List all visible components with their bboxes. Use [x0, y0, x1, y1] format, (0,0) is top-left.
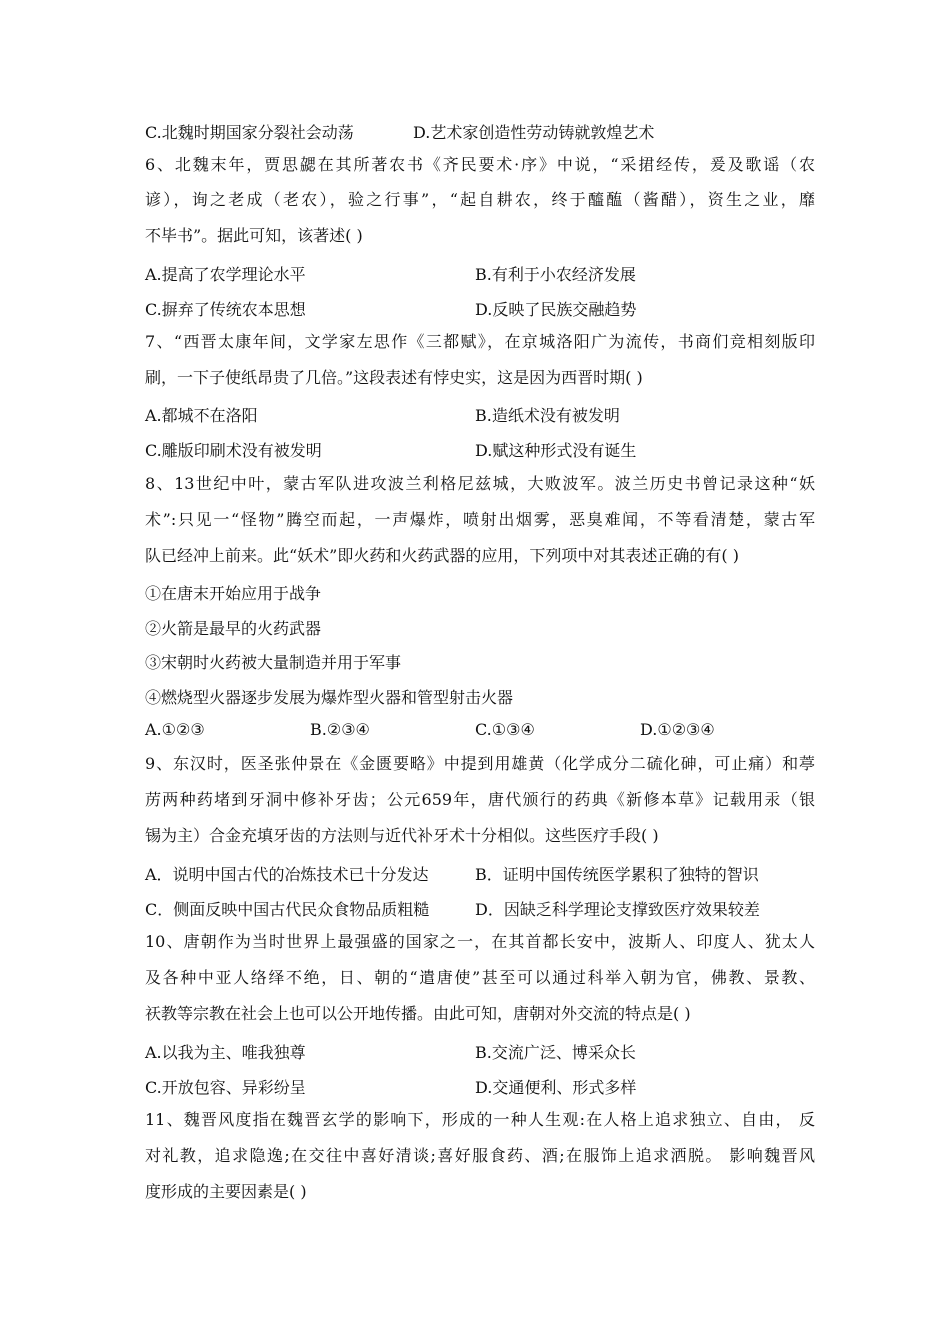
q8-option-a: A.①②③ — [145, 720, 205, 739]
q8-statement-2: ②火箭是最早的火药武器 — [145, 619, 322, 638]
q8-option-c: C.①③④ — [475, 720, 535, 739]
q11-stem-line-3: 度形成的主要因素是( ) — [145, 1182, 307, 1201]
q10-option-b: B.交流广泛、博采众长 — [475, 1043, 636, 1062]
q8-stem-line-1: 8、13世纪中叶，蒙古军队进攻波兰利格尼兹城，大败波军。波兰历史书曾记录这种“妖 — [145, 474, 815, 493]
q7-option-d: D.赋这种形式没有诞生 — [475, 441, 637, 460]
q10-stem-line-3: 祆教等宗教在社会上也可以公开地传播。由此可知，唐朝对外交流的特点是( ) — [145, 1004, 691, 1023]
q9-option-a: A．说明中国古代的冶炼技术已十分发达 — [145, 865, 429, 884]
q11-stem-line-2: 对礼教，追求隐逸;在交往中喜好清谈;喜好服食药、酒;在服饰上追求洒脱。 影响魏晋风 — [145, 1146, 815, 1165]
q10-option-d: D.交通便利、形式多样 — [475, 1078, 637, 1097]
q10-stem-line-1: 10、唐朝作为当时世界上最强盛的国家之一，在其首都长安中，波斯人、印度人、犹太人 — [145, 932, 815, 951]
q6-stem-line-2: 谚），询之老成（老农），验之行事”，“起自耕农，终于醯醢（酱醋），资生之业，靡 — [145, 190, 815, 209]
q9-option-d: D．因缺乏科学理论支撑致医疗效果较差 — [475, 900, 760, 919]
q6-stem-line-1: 6、北魏末年，贾思勰在其所著农书《齐民要术·序》中说，“采捃经传，爰及歌谣（农 — [145, 155, 815, 174]
q8-statement-1: ①在唐末开始应用于战争 — [145, 584, 322, 603]
q7-stem-line-2: 刷，一下子使纸昂贵了几倍。”这段表述有悖史实，这是因为西晋时期( ) — [145, 368, 643, 387]
q6-option-b: B.有利于小农经济发展 — [475, 265, 636, 284]
q7-stem-line-1: 7、“西晋太康年间，文学家左思作《三都赋》，在京城洛阳广为流传，书商们竞相刻版印 — [145, 332, 815, 351]
q10-stem-line-2: 及各种中亚人络绎不绝，日、朝的“遣唐使”甚至可以通过科举入朝为官，佛教、景教、 — [145, 968, 815, 987]
q8-statement-3: ③宋朝时火药被大量制造并用于军事 — [145, 653, 402, 672]
q11-stem-line-1: 11、魏晋风度指在魏晋玄学的影响下，形成的一种人生观:在人格上追求独立、自由， 反 — [145, 1110, 815, 1129]
q8-stem-line-3: 队已经冲上前来。此“妖术”即火药和火药武器的应用，下列项中对其表述正确的有( ) — [145, 546, 739, 565]
q6-stem-line-3: 不毕书”。据此可知，该著述( ) — [145, 226, 363, 245]
q8-stem-line-2: 术”:只见一“怪物”腾空而起，一声爆炸，喷射出烟雾，恶臭难闻，不等看清楚，蒙古军 — [145, 510, 815, 529]
q5-option-d: D.艺术家创造性劳动铸就敦煌艺术 — [413, 123, 655, 142]
q8-option-d: D.①②③④ — [640, 720, 715, 739]
q9-option-b: B．证明中国传统医学累积了独特的智识 — [475, 865, 759, 884]
q8-statement-4: ④燃烧型火器逐步发展为爆炸型火器和管型射击火器 — [145, 688, 514, 707]
q9-stem-line-2: 苈两种药堵到牙洞中修补牙齿；公元659年，唐代颁行的药典《新修本草》记载用汞（银 — [145, 790, 815, 809]
q6-option-c: C.摒弃了传统农本思想 — [145, 300, 306, 319]
q9-stem-line-3: 锡为主）合金充填牙齿的方法则与近代补牙术十分相似。这些医疗手段( ) — [145, 826, 659, 845]
q9-stem-line-1: 9、东汉时，医圣张仲景在《金匮要略》中提到用雄黄（化学成分二硫化砷，可止痛）和葶 — [145, 754, 815, 773]
q7-option-b: B.造纸术没有被发明 — [475, 406, 620, 425]
q6-option-a: A.提高了农学理论水平 — [145, 265, 306, 284]
q10-option-a: A.以我为主、唯我独尊 — [145, 1043, 306, 1062]
q8-option-b: B.②③④ — [310, 720, 370, 739]
q10-option-c: C.开放包容、异彩纷呈 — [145, 1078, 306, 1097]
q7-option-c: C.雕版印刷术没有被发明 — [145, 441, 322, 460]
q9-option-c: C．侧面反映中国古代民众食物品质粗糙 — [145, 900, 430, 919]
q6-option-d: D.反映了民族交融趋势 — [475, 300, 637, 319]
q7-option-a: A.都城不在洛阳 — [145, 406, 258, 425]
q5-option-c: C.北魏时期国家分裂社会动荡 — [145, 123, 354, 142]
